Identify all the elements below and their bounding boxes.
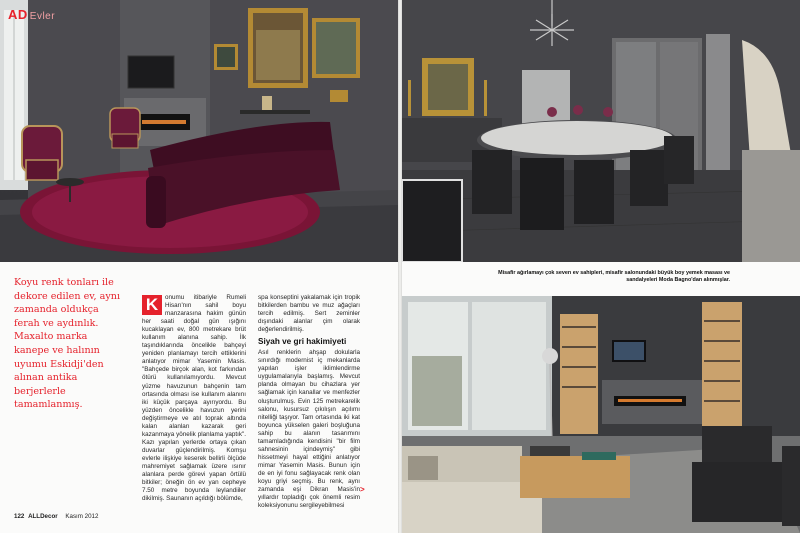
lounge-illustration <box>402 296 800 533</box>
article-text-col1: onumu itibariyle Rumeli Hisarı'nın sahil boyu manzarasına hakim günün her saati doğal gün ışığını kucaklayan ev, 800 metrekare brüt kullanım alanına sahip. İlk taşındıklarında öncelikle bahçeyi yeniden planlamayı tercih ettiklerini anlatıyor mimar Yasemin Masis. "Bahçede birçok alan, kot farkından ötürü kullanılamıyordu. Mevcut yüzme havuzunun bahçenin tam ortasında olması ise kullanım alanını iki küçük parçaya ayırıyordu. Bu yüzden öncelikle havuzun yerini değiştirmeye ve atıl toprak altında kalan alanları kazarak geri kazanmaya yönelik planlama yaptık". Kazı yapılan yerlerde ortaya çıkan duvarlar güçlendirilmiş. Komşu evlerle ilişkiye keserek bellirli ölçüde mahremiyet sağlamak üzere ısınır alanlara perde görevi yapan örtülü bitkiler; öneğin ön ev yan cepheye 7.50 metre boyunda leylandiiler dikilmiş. Saunanın açıldığı bölümde, <box>142 294 246 503</box>
article-text-col2b: Asıl renklerin ahşap dokularla sınırdığı modernist iç mekanlarda yapılan işler iklimlendirme uygulamalarıyla başlamış. Mevcut planda olmayan bu cihazlara yer sağlamak için kanallar ve menfezler oluşturulmuş. Evin 125 metrekarelik salonu, kusursuz çıkılışın açılımı nitelliği taşıyor. Tam ortasında iki kat boyunca yükselen galeri boşluğuna sahip bu alanın tasarımını tamamladığında kendisini "bir film sahnesinin içindeymiş" gibi hissetmeyi hayal ettiğini anlatıyor mimar Yasemin Masis. Bunun için de en iyi fonu sağlayacak renk olan koyu griyi seçmiş. Bu renk, aynı zamanda eşi Dikran Masis'in yıllardır topladığı çok önemli resim koleksiyonunu sergileyebilmesi <box>258 349 360 510</box>
living-room-photo <box>0 0 398 262</box>
page-footer <box>14 513 98 520</box>
continue-arrow-icon: > <box>360 485 365 494</box>
article-column-2 <box>258 294 360 510</box>
article-column-1 <box>142 294 246 503</box>
page-number: 122 <box>14 513 25 520</box>
brand-section: Evler <box>29 11 56 22</box>
article-subhead: Siyah ve gri hakimiyeti <box>258 337 347 347</box>
dining-room-photo <box>402 0 800 262</box>
photo-caption: Misafir ağırlamayı çok seven ev sahipleri, misafir salonundaki büyük boy yemek masası ve sandalyeleri Moda Bagno'dan alınmışlar. <box>498 270 730 284</box>
living-room-illustration <box>0 0 398 262</box>
issue-date: Kasım 2012 <box>65 513 99 520</box>
lounge-photo <box>402 296 800 533</box>
brand-letters: AD <box>8 7 28 22</box>
article-text-col2a: spa konseptini yakalamak için tropik bitkilerden bambu ve muz ağaçları tercih edilmiş. Sert zeminler dışındaki alanlar çim olarak değerlendirilmiş. <box>258 294 360 334</box>
dining-room-illustration <box>402 0 800 262</box>
drop-cap: K <box>142 295 162 315</box>
magazine-name: ALLDecor <box>28 513 58 520</box>
section-brand <box>8 7 55 22</box>
pull-quote: Koyu renk tonları ile dekore edilen ev, aynı zamanda oldukça ferah ve aydınlık. Maxalto marka kanepe ve halının uyumu Eskidji'den alınan antika berjerlerle tamamlanmış. <box>14 277 121 411</box>
